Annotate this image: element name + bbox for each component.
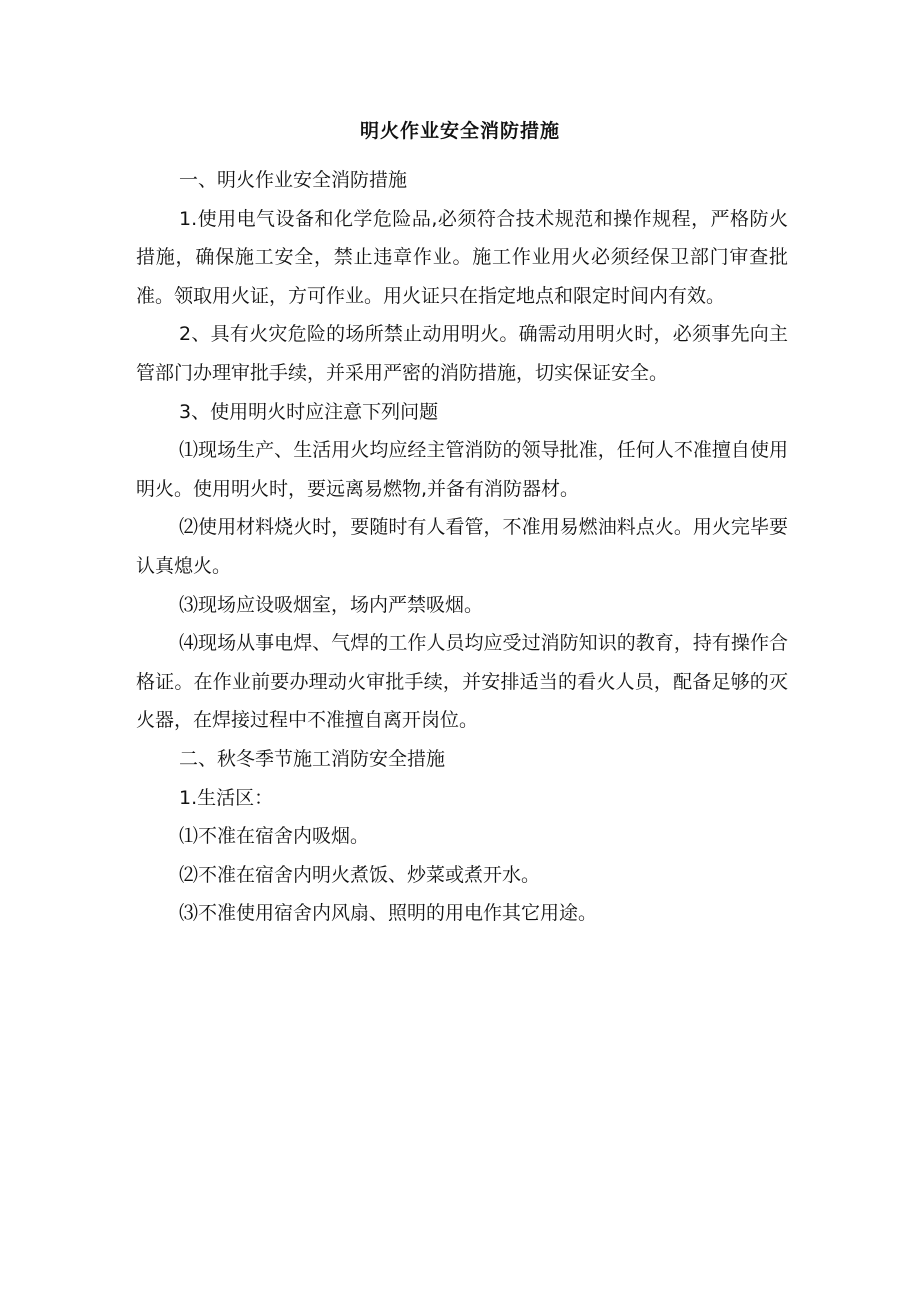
paragraph-subitem-1: ⑴现场生产、生活用火均应经主管消防的领导批准，任何人不准擅自使用明火。使用明火时，要远离易燃物,并备有消防器材。: [136, 439, 788, 500]
paragraph-subitem-2: ⑵使用材料烧火时，要随时有人看管，不准用易燃油料点火。用火完毕要认真熄火。: [136, 516, 788, 577]
paragraph-living-area: 1.生活区：: [179, 786, 274, 809]
document-body: [136, 161, 788, 933]
paragraph-item-2: 2、具有火灾危险的场所禁止动用明火。确需动用明火时，必须事先向主管部门办理审批手续，并采用严密的消防措施，切实保证安全。: [136, 323, 788, 384]
section-heading-2: 二、秋冬季节施工消防安全措施: [179, 747, 446, 770]
paragraph-item-3: 3、使用明火时应注意下列问题: [179, 400, 439, 423]
paragraph-living-subitem-1: ⑴不准在宿舍内吸烟。: [179, 825, 370, 848]
document-title: 明火作业安全消防措施: [359, 120, 560, 142]
paragraph-item-1: 1.使用电气设备和化学危险品,必须符合技术规范和操作规程，严格防火措施，确保施工安全，禁止违章作业。施工作业用火必须经保卫部门审查批准。领取用火证，方可作业。用火证只在指定地点和限定时间内有效。: [136, 207, 788, 307]
paragraph-living-subitem-2: ⑵不准在宿舍内明火煮饭、炒菜或煮开水。: [179, 863, 541, 886]
paragraph-subitem-3: ⑶现场应设吸烟室，场内严禁吸烟。: [179, 593, 484, 616]
paragraph-subitem-4: ⑷现场从事电焊、气焊的工作人员均应受过消防知识的教育，持有操作合格证。在作业前要办理动火审批手续，并安排适当的看火人员，配备足够的灭火器，在焊接过程中不准擅自离开岗位。: [136, 632, 788, 732]
paragraph-living-subitem-3: ⑶不准使用宿舍内风扇、照明的用电作其它用途。: [179, 902, 598, 925]
section-heading-1: 一、明火作业安全消防措施: [179, 169, 408, 191]
